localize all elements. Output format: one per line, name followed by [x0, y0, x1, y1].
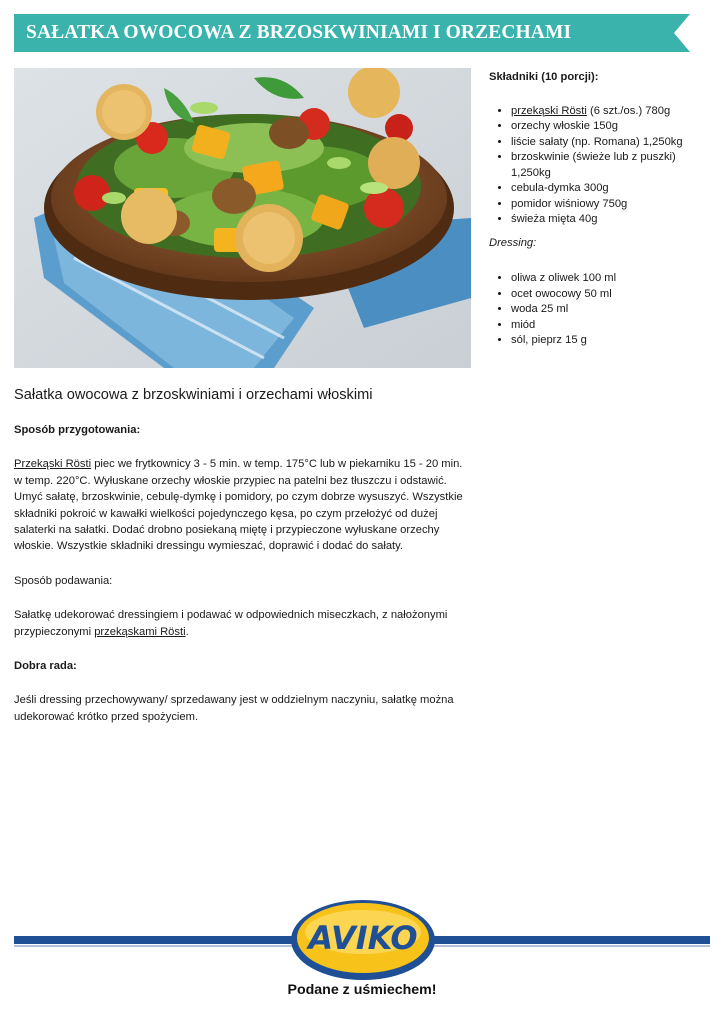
- recipe-subtitle: Sałatka owocowa z brzoskwiniami i orzechami włoskimi: [14, 387, 373, 403]
- dressing-item: • oliwa z oliwek 100 ml: [511, 271, 714, 287]
- footer: [14, 880, 710, 1024]
- dressing-item: • sól, pieprz 15 g: [511, 333, 714, 349]
- ingredients-heading: Składniki (10 porcji):: [489, 71, 599, 83]
- recipe-section: [14, 386, 464, 743]
- tip-paragraph: Jeśli dressing przechowywany/ sprzedawany jest w oddzielnym naczyniu, sałatkę można udekorować krótko przed spożyciem.: [14, 694, 454, 723]
- ingredient-item: • świeża mięta 40g: [511, 212, 714, 228]
- serve-heading: Sposób podawania:: [14, 574, 113, 587]
- ingredient-item: • brzoskwinie (świeże lub z puszki) 1,250kg: [511, 150, 714, 181]
- tip-heading: Dobra rada:: [14, 660, 77, 673]
- ingredient-item: • liście sałaty (np. Romana) 1,250kg: [511, 135, 714, 151]
- rosti-link[interactable]: przekąskami Rösti: [94, 625, 186, 638]
- ingredient-item: • orzechy włoskie 150g: [511, 119, 714, 135]
- ingredients-section: [489, 70, 714, 349]
- serve-end: .: [185, 625, 189, 638]
- slogan: Podane z uśmiechem!: [287, 982, 437, 998]
- ingredient-detail: (6 szt./os.) 780g: [586, 104, 671, 117]
- rosti-link[interactable]: przekąski Rösti: [511, 104, 587, 117]
- prep-text: piec we frytkownicy 3 - 5 min. w temp. 175°C lub w piekarniku 15 - 20 min. w temp. 220°C. Wyłuskane orzechy włoskie przypiec na patelni bez tłuszczu i odstawić. Umyć sałatę, brzoskwinie, cebulę-dymkę i pomidory, po czym dobrze wysuszyć. Wszystkie składniki pokroić w kawałki wielkości pojedynczego kęsa, po czym przełożyć od dużej salaterki na sałatki. Dodać drobno posiekaną miętę i przypieczone wyłuskane orzechy włoskie. Wszystkie składniki dressingu wymieszać, doprawić i dodać do sałaty.: [14, 458, 463, 553]
- page-title: SAŁATKA OWOCOWA Z BRZOSKWINIAMI I ORZECHAMI: [26, 22, 572, 43]
- logo-text: AVIKO: [308, 919, 418, 957]
- dressing-item: • ocet owocowy 50 ml: [511, 287, 714, 303]
- title-banner: [14, 14, 690, 52]
- dressing-label: Dressing:: [489, 236, 537, 249]
- ingredients-list: [489, 104, 714, 228]
- rosti-link[interactable]: Przekąski Rösti: [14, 458, 92, 471]
- dressing-item: • woda 25 ml: [511, 302, 714, 318]
- prep-paragraph: [14, 456, 464, 554]
- serve-paragraph: [14, 607, 464, 640]
- dressing-list: [489, 271, 714, 349]
- serve-text: Sałatkę udekorować dressingiem i podawać w odpowiednich miseczkach, z nałożonymi przypieczonymi: [14, 609, 448, 638]
- salad-photo: [14, 68, 471, 368]
- prep-heading: Sposób przygotowania:: [14, 424, 141, 436]
- ingredient-item: [511, 104, 714, 120]
- aviko-logo: [288, 892, 438, 984]
- ingredient-item: • cebula-dymka 300g: [511, 181, 714, 197]
- ingredient-item: • pomidor wiśniowy 750g: [511, 197, 714, 213]
- dressing-item: • miód: [511, 318, 714, 334]
